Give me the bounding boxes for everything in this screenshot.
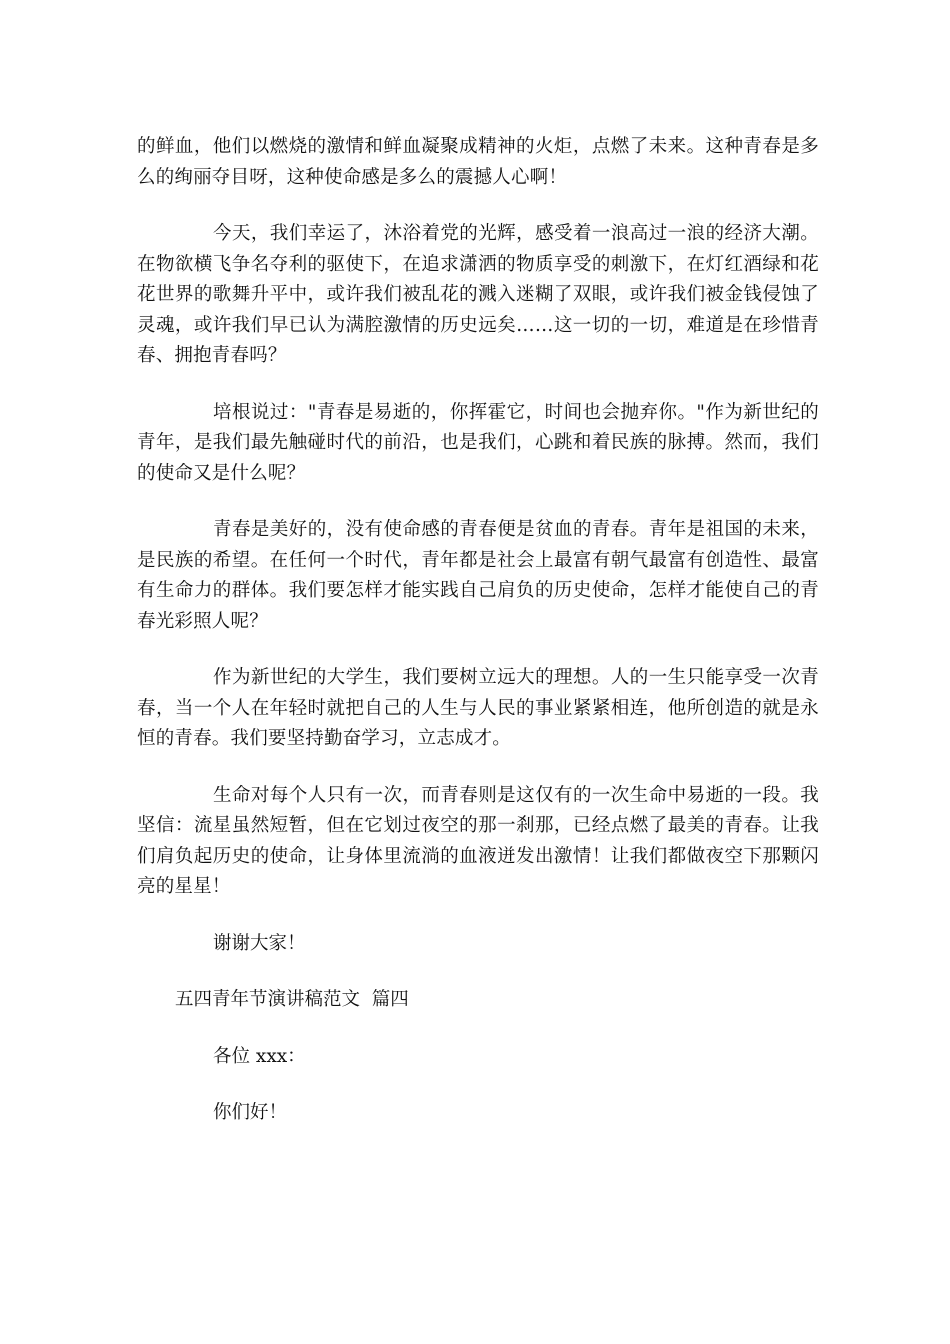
document-body [137, 132, 819, 1129]
paragraph-5: 作为新世纪的大学生，我们要树立远大的理想。人的一生只能享受一次青春，当一个人在年轻时就把自己的人生与人民的事业紧紧相连，他所创造的就是永恒的青春。我们要坚持勤奋学习，立志成才。 [137, 667, 819, 749]
paragraph-2: 今天，我们幸运了，沐浴着党的光辉，感受着一浪高过一浪的经济大潮。在物欲横飞争名夺利的驱使下，在追求潇洒的物质享受的刺激下，在灯红酒绿和花花世界的歌舞升平中，或许我们被乱花的溅入迷糊了双眼，或许我们被金钱侵蚀了灵魂，或许我们早已认为满腔激情的历史远矣……这一切的一切，难道是在珍惜青春、拥抱青春吗？ [137, 223, 819, 366]
section-heading: 五四青年节演讲稿范文 篇四 [175, 989, 409, 1010]
closing-line: 谢谢大家！ [213, 932, 306, 954]
paragraph-6: 生命对每个人只有一次，而青春则是这仅有的一次生命中易逝的一段。我坚信：流星虽然短暂，但在它划过夜空的那一刹那，已经点燃了最美的青春。让我们肩负起历史的使命，让身体里流淌的血液迸发出激情！让我们都做夜空下那颗闪亮的星星！ [137, 784, 819, 897]
salutation-line: 各位 xxx： [213, 1045, 306, 1067]
paragraph-3: 培根说过："青春是易逝的，你挥霍它，时间也会抛弃你。"作为新世纪的青年，是我们最先触碰时代的前沿，也是我们，心跳和着民族的脉搏。然而，我们的使命又是什么呢？ [137, 401, 819, 484]
greeting-line: 你们好！ [213, 1102, 288, 1123]
paragraph-4: 青春是美好的，没有使命感的青春便是贫血的青春。青年是祖国的未来，是民族的希望。在任何一个时代，青年都是社会上最富有朝气最富有创造性、最富有生命力的群体。我们要怎样才能实践自己肩负的历史使命，怎样才能使自己的青春光彩照人呢？ [137, 519, 819, 632]
paragraph-1: 的鲜血，他们以燃烧的激情和鲜血凝聚成精神的火炬，点燃了未来。这种青春是多么的绚丽夺目呀，这种使命感是多么的震撼人心啊！ [137, 136, 819, 188]
